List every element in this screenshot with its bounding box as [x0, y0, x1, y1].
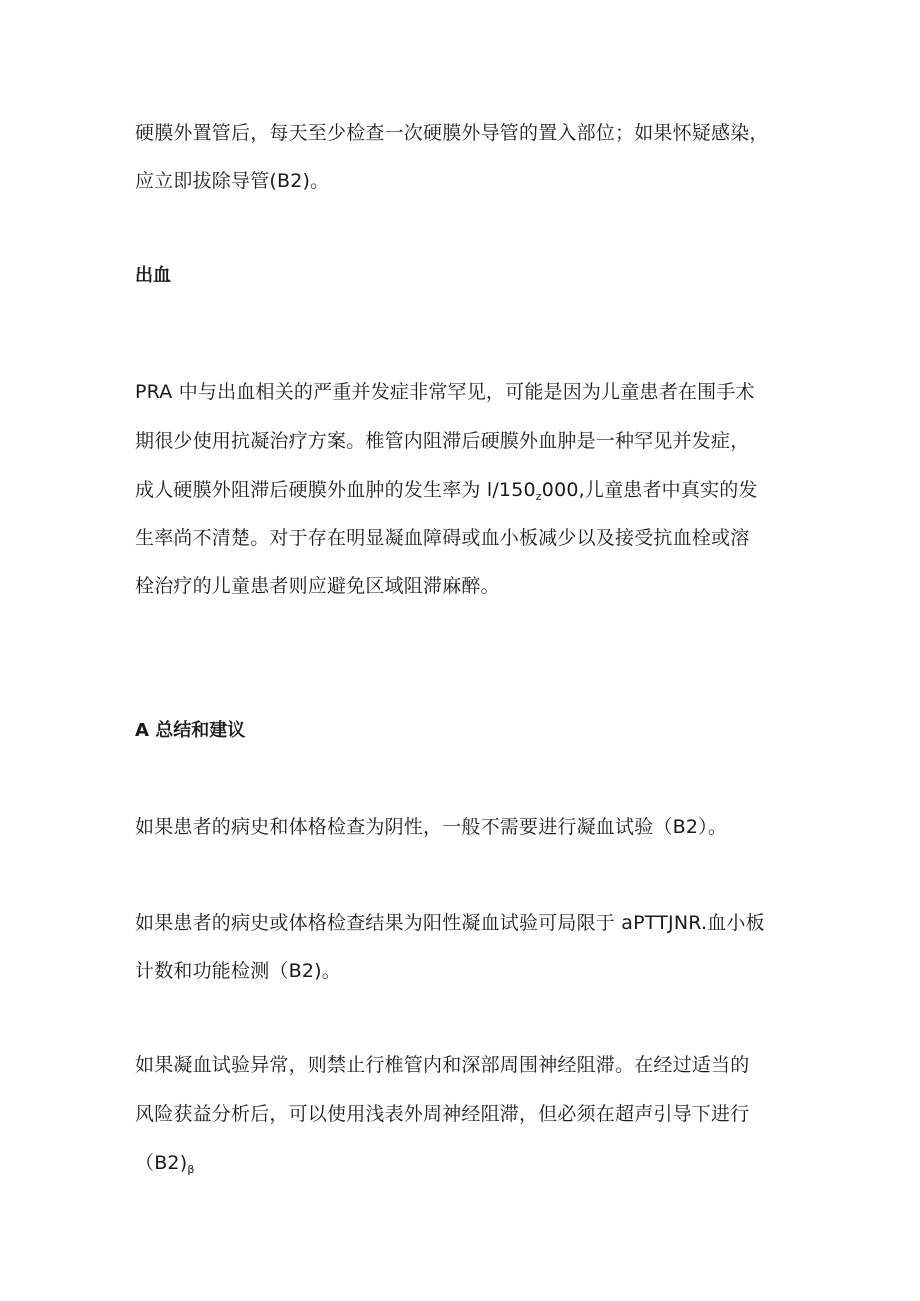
bleeding-line-3-part-a: 成人硬膜外阻滞后硬膜外血肿的发生率为 l/150: [135, 479, 536, 501]
summary-para3-line-2: 风险获益分析后，可以使用浅表外周神经阻滞，但必须在超声引导下进行: [135, 1103, 750, 1125]
bleeding-line-3-subscript: z: [535, 490, 542, 503]
bleeding-heading: 出血: [135, 265, 171, 286]
bleeding-line-1: PRA 中与出血相关的严重并发症非常罕见，可能是因为儿童患者在围手术: [135, 381, 755, 403]
bleeding-line-3: [135, 478, 758, 502]
intro-line-1: 硬膜外置管后，每天至少检查一次硬膜外导管的置入部位；如果怀疑感染，: [135, 122, 769, 144]
bleeding-line-2: 期很少使用抗凝治疗方案。椎管内阻滞后硬膜外血肿是一种罕见并发症，: [135, 430, 750, 452]
bleeding-line-4: 生率尚不清楚。对于存在明显凝血障碍或血小板减少以及接受抗血栓或溶: [135, 527, 750, 549]
bleeding-line-5: 栓治疗的儿童患者则应避免区域阻滞麻醉。: [135, 575, 500, 597]
summary-para3-line-3-subscript: β: [187, 1163, 195, 1176]
summary-heading: A 总结和建议: [135, 720, 246, 741]
summary-para3-line-3: [135, 1151, 195, 1175]
summary-para2-line-2: 计数和功能检测（B2)。: [135, 960, 341, 982]
summary-para3-line-1: 如果凝血试验异常，则禁止行椎管内和深部周围神经阻滞。在经过适当的: [135, 1054, 750, 1076]
bleeding-line-3-part-b: 000,儿童患者中真实的发: [541, 479, 758, 501]
intro-line-2: 应立即拔除导管(B2)。: [135, 170, 330, 192]
summary-para2-line-1: 如果患者的病史或体格检查结果为阳性凝血试验可局限于 aPTTJNR.血小板: [135, 912, 765, 934]
summary-para1-line-1: 如果患者的病史和体格检查为阴性，一般不需要进行凝血试验（B2）。: [135, 816, 728, 838]
summary-para3-line-3-text: （B2): [135, 1152, 188, 1174]
